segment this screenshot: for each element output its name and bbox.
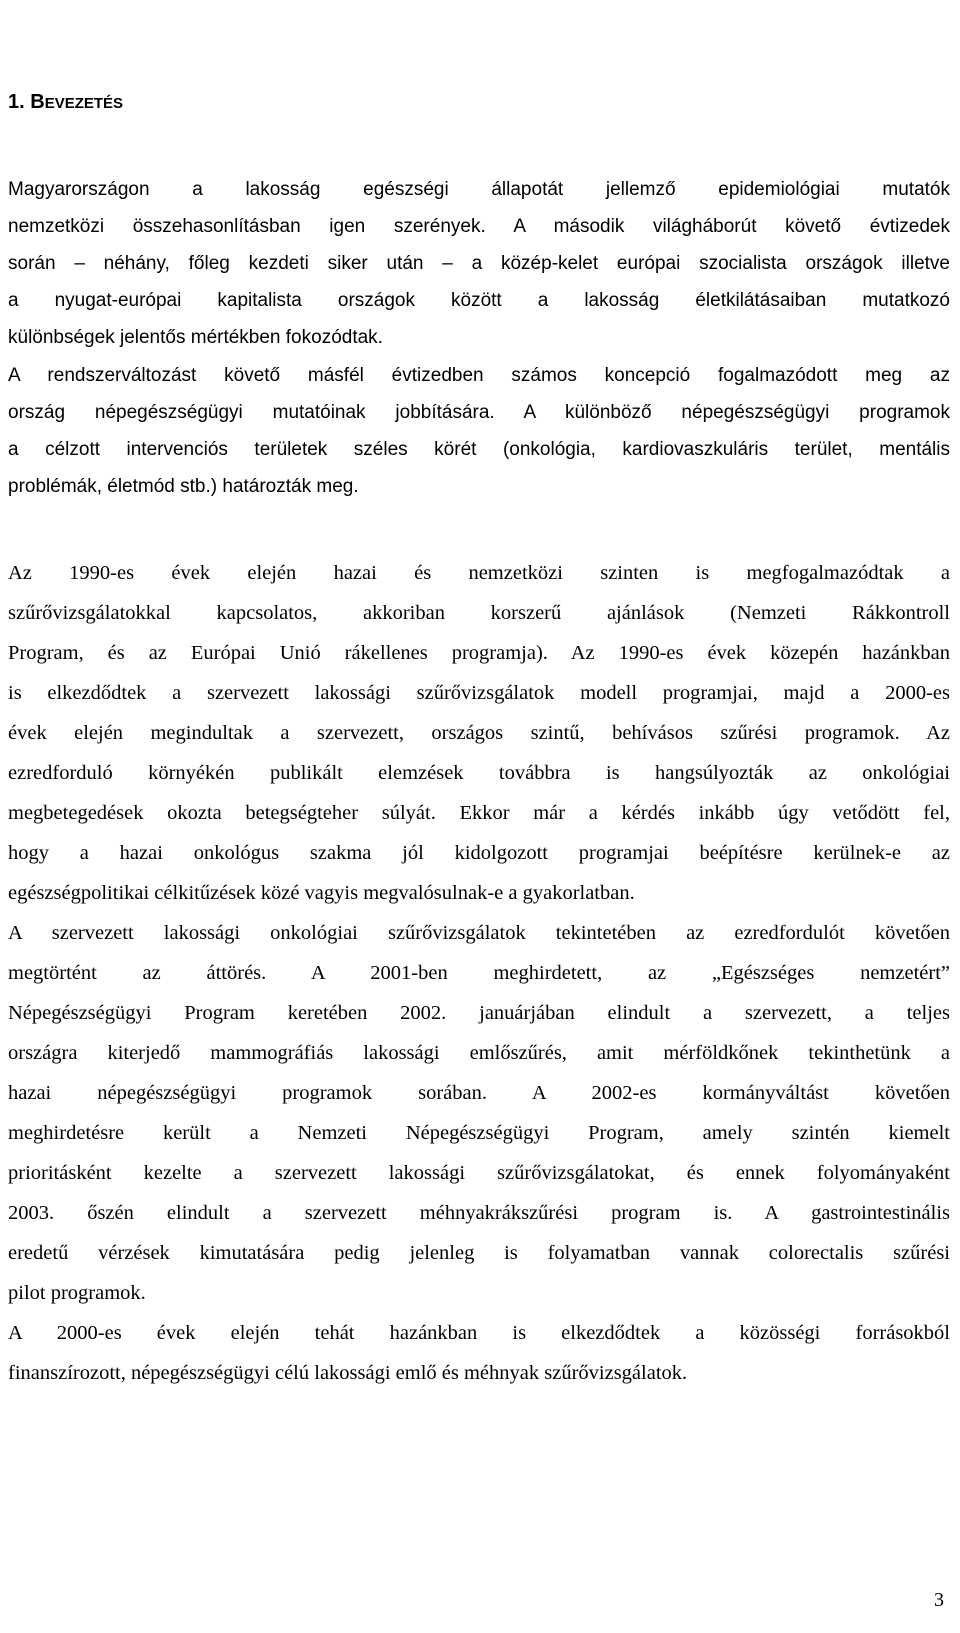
paragraph-2 bbox=[8, 357, 950, 505]
paragraph-line: szűrővizsgálatokkal kapcsolatos, akkoriban korszerű ajánlások (Nemzeti Rákkontroll bbox=[8, 602, 950, 624]
paragraph-line: Az 1990-es évek elején hazai és nemzetközi szinten is megfogalmazódtak a bbox=[8, 562, 950, 584]
paragraph-line: Népegészségügyi Program keretében 2002. januárjában elindult a szervezett, a teljes bbox=[8, 1002, 950, 1024]
paragraph-5 bbox=[8, 1313, 950, 1393]
paragraph-1 bbox=[8, 171, 950, 356]
paragraph-line: prioritásként kezelte a szervezett lakossági szűrővizsgálatokat, és ennek folyományaként bbox=[8, 1162, 950, 1184]
paragraph-line: a célzott intervenciós területek széles körét (onkológia, kardiovaszkuláris terület, mentális bbox=[8, 439, 950, 460]
section-title-initial: B bbox=[30, 91, 45, 113]
paragraph-line: 2003. őszén elindult a szervezett méhnyakrákszűrési program is. A gastrointestinális bbox=[8, 1202, 950, 1224]
paragraph-line: A szervezett lakossági onkológiai szűrővizsgálatok tekintetében az ezredfordulót követően bbox=[8, 922, 950, 944]
paragraph-line: is elkezdődtek a szervezett lakossági szűrővizsgálatok modell programjai, majd a 2000-es bbox=[8, 682, 950, 704]
paragraph-line: egészségpolitikai célkitűzések közé vagyis megvalósulnak-e a gyakorlatban. bbox=[8, 882, 635, 904]
paragraph-line: különbségek jelentős mértékben fokozódtak. bbox=[8, 327, 383, 348]
paragraph-line: megtörtént az áttörés. A 2001-ben meghirdetett, az „Egészséges nemzetért” bbox=[8, 962, 950, 984]
paragraph-line: országra kiterjedő mammográfiás lakossági emlőszűrés, amit mérföldkőnek tekinthetünk a bbox=[8, 1042, 950, 1064]
section-number: 1. bbox=[8, 91, 25, 113]
section-heading bbox=[8, 88, 123, 118]
paragraph-line: Magyarországon a lakosság egészségi állapotát jellemző epidemiológiai mutatók bbox=[8, 179, 950, 200]
paragraph-line: során – néhány, főleg kezdeti siker után – a közép-kelet európai szocialista országok illetve bbox=[8, 253, 950, 274]
paragraph-line: problémák, életmód stb.) határozták meg. bbox=[8, 476, 359, 497]
paragraph-line: hazai népegészségügyi programok sorában. A 2002-es kormányváltást követően bbox=[8, 1082, 950, 1104]
paragraph-3 bbox=[8, 553, 950, 913]
paragraph-line: meghirdetésre került a Nemzeti Népegészségügyi Program, amely szintén kiemelt bbox=[8, 1122, 950, 1144]
paragraph-line: ezredforduló környékén publikált elemzések továbbra is hangsúlyozták az onkológiai bbox=[8, 762, 950, 784]
paragraph-line: A 2000-es évek elején tehát hazánkban is elkezdődtek a közösségi forrásokból bbox=[8, 1322, 950, 1344]
paragraph-line: finanszírozott, népegészségügyi célú lakossági emlő és méhnyak szűrővizsgálatok. bbox=[8, 1362, 688, 1384]
paragraph-line: ország népegészségügyi mutatóinak jobbítására. A különböző népegészségügyi programok bbox=[8, 402, 950, 423]
paragraph-line: eredetű vérzések kimutatására pedig jelenleg is folyamatban vannak colorectalis szűrési bbox=[8, 1242, 950, 1264]
paragraph-line: a nyugat-európai kapitalista országok között a lakosság életkilátásaiban mutatkozó bbox=[8, 290, 950, 311]
paragraph-line: pilot programok. bbox=[8, 1282, 146, 1304]
page-number: 3 bbox=[934, 1589, 944, 1611]
section-title-rest: EVEZETÉS bbox=[44, 95, 124, 112]
paragraph-line: évek elején megindultak a szervezett, országos szintű, behívásos szűrési programok. Az bbox=[8, 722, 950, 744]
paragraph-line: A rendszerváltozást követő másfél évtizedben számos koncepció fogalmazódott meg az bbox=[8, 365, 950, 386]
paragraph-line: Program, és az Európai Unió rákellenes programja). Az 1990-es évek közepén hazánkban bbox=[8, 642, 950, 664]
paragraph-line: megbetegedések okozta betegségteher súlyát. Ekkor már a kérdés inkább úgy vetődött fel, bbox=[8, 802, 950, 824]
paragraph-4 bbox=[8, 913, 950, 1313]
section-title bbox=[30, 91, 123, 113]
paragraph-line: hogy a hazai onkológus szakma jól kidolgozott programjai beépítésre kerülnek-e az bbox=[8, 842, 950, 864]
paragraph-line: nemzetközi összehasonlításban igen szerények. A második világháborút követő évtizedek bbox=[8, 216, 950, 237]
